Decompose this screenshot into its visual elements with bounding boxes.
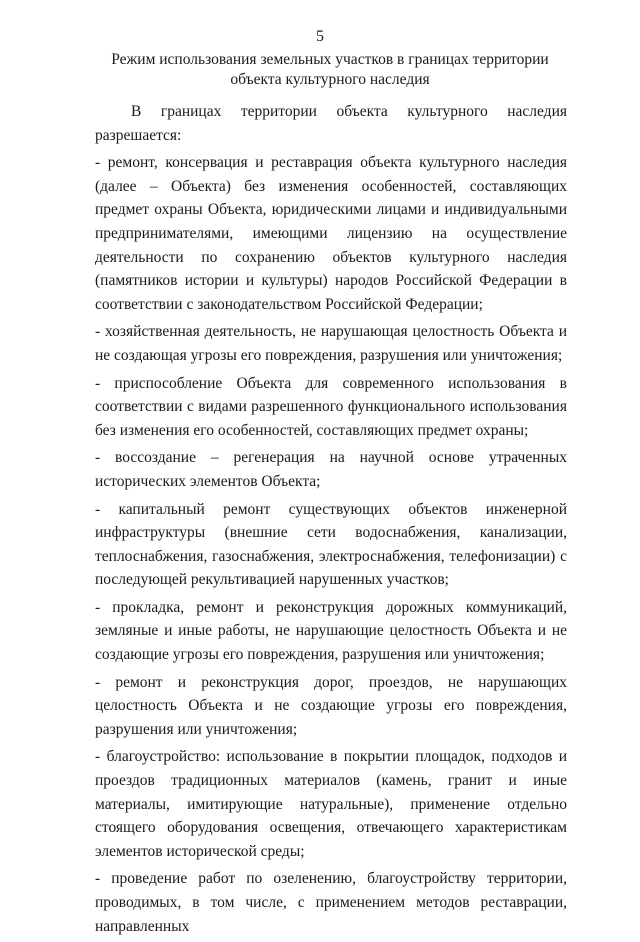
intro-paragraph: В границах территории объекта культурного наследия разрешается: [95,103,567,144]
list-item: - благоустройство: использование в покрытии площадок, подходов и проездов традиционных материалов (камень, гранит и иные материалы, имитирующие натуральные), применение отдельно стоящего оборудования освещения, отвечающего характеристикам элементов исторической среды; [95,748,567,860]
list-item: - ремонт, консервация и реставрация объекта культурного наследия (далее – Объекта) без изменения особенностей, составляющих предмет охраны Объекта, юридическими лицами и индивидуальными предпринимателями, имеющими лицензию на осуществление деятельности по сохранению объектов культурного наследия (памятников истории и культуры) народов Российской Федерации в соответствии с законодательством Российской Федерации; [95,154,567,313]
list-item: - капитальный ремонт существующих объектов инженерной инфраструктуры (внешние сети водоснабжения, канализации, теплоснабжения, газоснабжения, электроснабжения, телефонизации) с последующей рекультивацией нарушенных участков; [95,500,567,589]
list-item: - ремонт и реконструкция дорог, проездов, не нарушающих целостность Объекта и не создающие угрозы его повреждения, разрушения или уничтожения; [95,673,567,738]
list-item: - воссоздание – регенерация на научной основе утраченных исторических элементов Объекта; [95,449,567,490]
document-body [95,100,567,942]
list-item: - проведение работ по озеленению, благоустройству территории, проводимых, в том числе, с применением методов реставрации, направленных [95,870,567,935]
page-number: 5 [316,28,324,45]
list-item: - прокладка, ремонт и реконструкция дорожных коммуникаций, земляные и иные работы, не нарушающие целостность Объекта и не создающие угрозы его повреждения, разрушения или уничтожения; [95,598,567,664]
list-item: - приспособление Объекта для современного использования в соответствии с видами разрешенного функционального использования без изменения его особенностей, составляющих предмет охраны; [95,374,567,439]
list-item: - хозяйственная деятельность, не нарушающая целостность Объекта и не создающая угрозы его повреждения, разрушения или уничтожения; [95,323,567,364]
section-title: Режим использования земельных участков в границах территории объекта культурного наследия [111,51,549,88]
